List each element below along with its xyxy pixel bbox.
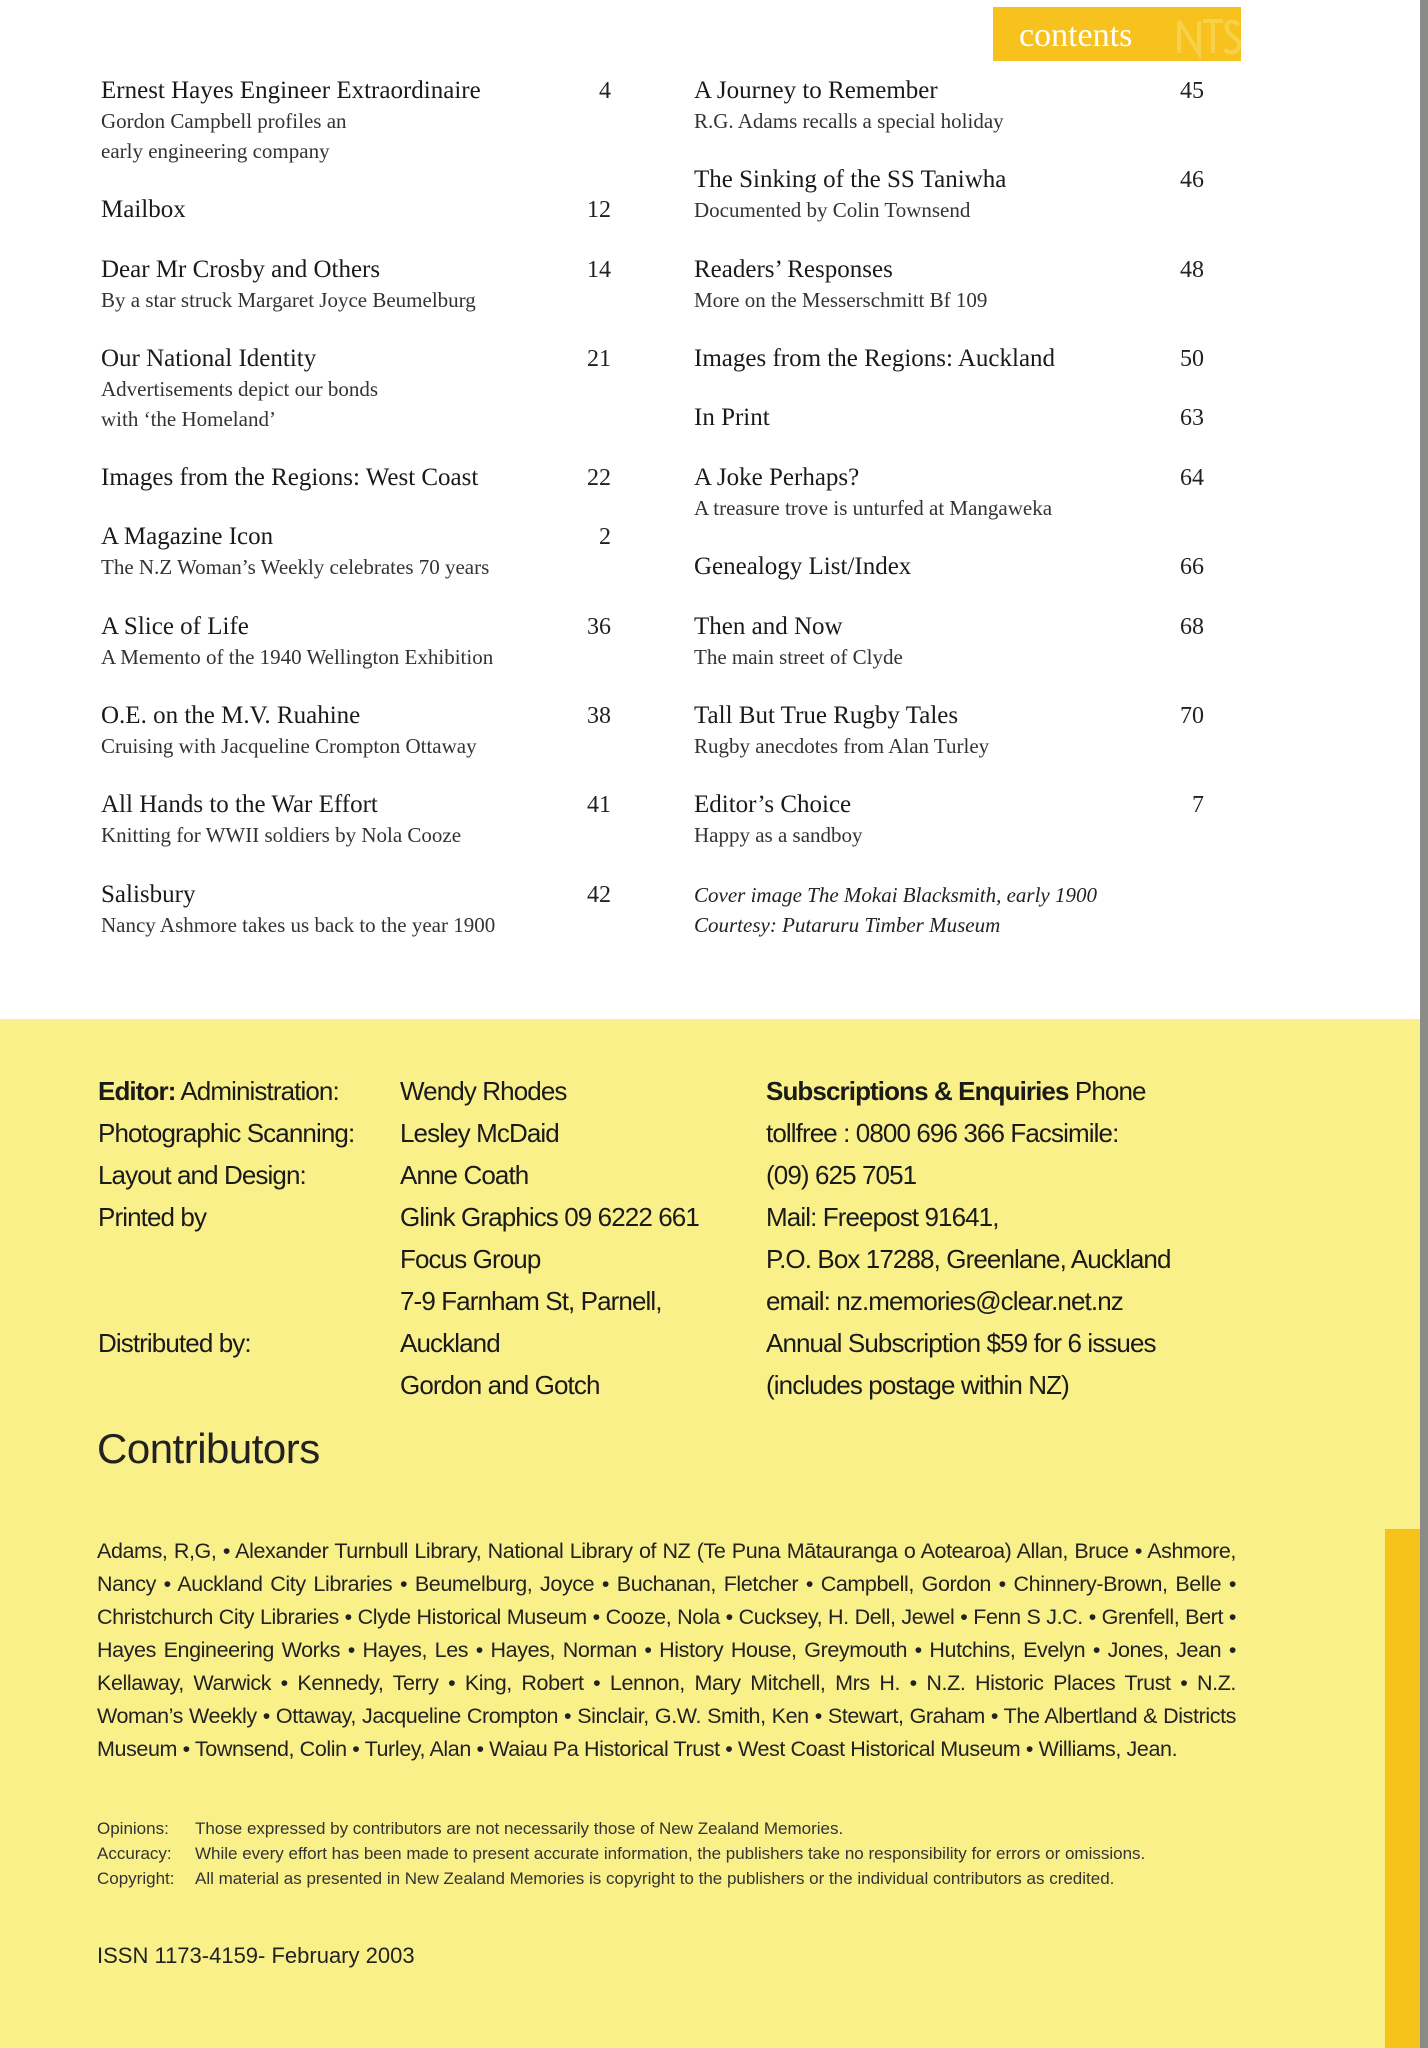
- credit-value: Wendy Rhodes: [400, 1076, 567, 1106]
- subscription-text: (09) 625 7051: [766, 1160, 917, 1190]
- entry-title: All Hands to the War Effort: [101, 791, 378, 818]
- credit-value: 7-9 Farnham St, Parnell,: [400, 1286, 662, 1316]
- note-label: Accuracy:: [97, 1844, 172, 1863]
- entry-page-number: 21: [587, 346, 611, 372]
- entry-page-number: 4: [599, 78, 611, 104]
- entry-title: Salisbury: [101, 881, 196, 908]
- note-copyright: [97, 1866, 1145, 1891]
- credit-label-text: Distributed by:: [98, 1328, 251, 1358]
- contents-title: contents: [1019, 17, 1133, 54]
- toc-entry: [101, 255, 611, 315]
- entry-subtitle: Cruising with Jacqueline Crompton Ottaway: [101, 734, 477, 758]
- note-opinions: [97, 1816, 1145, 1841]
- entry-title: O.E. on the M.V. Ruahine: [101, 702, 361, 729]
- entry-page-number: 36: [587, 614, 611, 640]
- subscription-text: (includes postage within NZ): [766, 1370, 1069, 1400]
- entry-title: Editor’s Choice: [694, 791, 852, 818]
- entry-title: Our National Identity: [101, 345, 317, 372]
- toc-entry: [694, 463, 1204, 523]
- entry-title: A Journey to Remember: [694, 77, 938, 104]
- entry-subtitle: Rugby anecdotes from Alan Turley: [694, 734, 990, 758]
- entry-title: A Slice of Life: [101, 613, 249, 640]
- entry-subtitle: Knitting for WWII soldiers by Nola Cooze: [101, 823, 462, 847]
- entry-page-number: 50: [1180, 346, 1204, 372]
- toc-entry: [694, 552, 1204, 582]
- note-text: While every effort has been made to present accurate information, the publishers take no responsibility for errors or omissions.: [195, 1844, 1146, 1863]
- entry-title: Dear Mr Crosby and Others: [101, 256, 381, 283]
- entry-page-number: 12: [587, 197, 611, 223]
- entry-subtitle: Nancy Ashmore takes us back to the year 1900: [101, 913, 496, 937]
- subscription-text: Phone: [1068, 1076, 1146, 1106]
- entry-page-number: 66: [1180, 554, 1204, 580]
- entry-title: Ernest Hayes Engineer Extraordinaire: [101, 77, 481, 104]
- toc-entry: [694, 403, 1204, 433]
- entry-page-number: 45: [1180, 78, 1204, 104]
- subscription-line: [766, 1154, 916, 1196]
- issn: ISSN 1173-4159- February 2003: [97, 1943, 415, 1968]
- note-text: Those expressed by contributors are not necessarily those of New Zealand Memories.: [195, 1819, 844, 1838]
- entry-page-number: 14: [587, 257, 611, 283]
- entry-page-number: 42: [587, 882, 611, 908]
- toc-entry: [694, 612, 1204, 672]
- toc-entry: [694, 165, 1204, 225]
- note-text: All material as presented in New Zealand Memories is copyright to the publishers or the individual contributors as credited.: [195, 1869, 1115, 1888]
- entry-subtitle: Happy as a sandboy: [694, 823, 863, 847]
- entry-subtitle: Documented by Colin Townsend: [694, 198, 971, 222]
- toc-entry: [101, 195, 611, 225]
- credit-value: Focus Group: [400, 1244, 541, 1274]
- toc-entry: [101, 790, 611, 850]
- entry-title: A Magazine Icon: [101, 523, 274, 550]
- credit-value: Lesley McDaid: [400, 1118, 559, 1148]
- toc-entry: [101, 76, 611, 166]
- cover-caption: [694, 880, 1097, 940]
- credit-value: Glink Graphics 09 6222 661: [400, 1202, 699, 1232]
- entry-subtitle: Advertisements depict our bonds: [101, 377, 379, 401]
- orange-strip: [1385, 1529, 1422, 2048]
- entry-title: Genealogy List/Index: [694, 553, 912, 580]
- entry-title: Readers’ Responses: [694, 256, 893, 283]
- entry-title: Mailbox: [101, 196, 186, 223]
- subscription-line: [766, 1070, 1146, 1112]
- toc-entry: [694, 344, 1204, 374]
- cover-image-line: Cover image The Mokai Blacksmith, early 1900: [694, 883, 1097, 907]
- contributors-list: Adams, R,G, • Alexander Turnbull Library, National Library of NZ (Te Puna Mātauranga o Aotearoa) Allan, Bruce • Ashmore, Nancy • Auckland City Libraries • Beumelburg, Joyce • Buchanan, Fletcher • Campbell, Gordon • Chinnery-Brown, Belle • Christchurch City Libraries • Clyde Historical Museum • Cooze, Nola • Cucksey, H. Dell, Jewel • Fenn S J.C. • Grenfell, Bert • Hayes Engineering Works • Hayes, Les • Hayes, Norman • History House, Greymouth • Hutchins, Evelyn • Jones, Jean • Kellaway, Warwick • Kennedy, Terry • King, Robert • Lennon, Mary Mitchell, Mrs H. • N.Z. Historic Places Trust • N.Z. Woman’s Weekly • Ottaway, Jacqueline Crompton • Sinclair, G.W. Smith, Ken • Stewart, Graham • The Albertland & Districts Museum • Townsend, Colin • Turley, Alan • Waiau Pa Historical Trust • West Coast Historical Museum • Williams, Jean.: [97, 1539, 1236, 1761]
- entry-subtitle: By a star struck Margaret Joyce Beumelburg: [101, 288, 476, 312]
- entry-subtitle: early engineering company: [101, 139, 330, 163]
- entry-title: The Sinking of the SS Taniwha: [694, 166, 1007, 193]
- subscription-line: [766, 1196, 999, 1238]
- entry-page-number: 22: [587, 465, 611, 491]
- credit-label: [98, 1154, 306, 1196]
- entry-title: In Print: [694, 404, 770, 431]
- contributors-heading: Contributors: [97, 1425, 320, 1472]
- entry-page-number: 41: [587, 792, 611, 818]
- toc-entry: [101, 344, 611, 434]
- note-label: Copyright:: [97, 1869, 175, 1888]
- credit-label-bold: Editor:: [98, 1076, 176, 1106]
- credit-label: [98, 1070, 339, 1112]
- toc-entry: [694, 76, 1204, 136]
- toc-entry: [694, 790, 1204, 850]
- entry-subtitle: More on the Messerschmitt Bf 109: [694, 288, 988, 312]
- toc-entry: [101, 612, 611, 672]
- entry-page-number: 46: [1180, 167, 1204, 193]
- toc-entry: [694, 701, 1204, 761]
- cover-courtesy-line: Courtesy: Putaruru Timber Museum: [694, 913, 1001, 937]
- entry-subtitle: Gordon Campbell profiles an: [101, 109, 347, 133]
- entry-subtitle: A Memento of the 1940 Wellington Exhibition: [101, 645, 494, 669]
- subscription-line: [766, 1322, 1156, 1364]
- entry-page-number: 63: [1180, 405, 1204, 431]
- toc-entry: [101, 880, 611, 940]
- entry-title: Images from the Regions: Auckland: [694, 345, 1056, 372]
- subscription-text: P.O. Box 17288, Greenlane, Auckland: [766, 1244, 1171, 1274]
- toc-entry: [101, 463, 611, 493]
- entry-page-number: 48: [1180, 257, 1204, 283]
- entry-title: Then and Now: [694, 613, 843, 640]
- note-label: Opinions:: [97, 1819, 169, 1838]
- credit-label-text: Photographic Scanning:: [98, 1118, 355, 1148]
- subscription-text: tollfree : 0800 696 366 Facsimile:: [766, 1118, 1119, 1148]
- credit-value: Auckland: [400, 1328, 500, 1358]
- entry-page-number: 38: [587, 703, 611, 729]
- disclaimer-notes: [97, 1816, 1145, 1891]
- entry-subtitle: with ‘the Homeland’: [101, 407, 276, 431]
- entry-title: Images from the Regions: West Coast: [101, 464, 479, 491]
- note-accuracy: [97, 1841, 1145, 1866]
- credit-label-text: Printed by: [98, 1202, 207, 1232]
- entry-title: A Joke Perhaps?: [694, 464, 860, 491]
- credit-label: [98, 1322, 251, 1364]
- subscription-line: [766, 1112, 1118, 1154]
- entry-subtitle: A treasure trove is unturfed at Mangaweka: [694, 496, 1053, 520]
- subscription-line: [766, 1280, 1123, 1322]
- credit-label-text: Layout and Design:: [98, 1160, 306, 1190]
- entry-page-number: 2: [599, 524, 611, 550]
- subscription-line: [766, 1238, 1171, 1280]
- page-edge: [1420, 0, 1428, 2048]
- toc-entry: [694, 255, 1204, 315]
- entry-page-number: 68: [1180, 614, 1204, 640]
- credit-label-text: Administration:: [175, 1076, 339, 1106]
- entry-page-number: 7: [1192, 792, 1204, 818]
- subscription-text: Mail: Freepost 91641,: [766, 1202, 999, 1232]
- subscriptions-heading: Subscriptions & Enquiries: [766, 1076, 1069, 1106]
- credit-value: Gordon and Gotch: [400, 1370, 600, 1400]
- subscription-line: [766, 1364, 1069, 1406]
- subscription-text: Annual Subscription $59 for 6 issues: [766, 1328, 1156, 1358]
- credit-label: [98, 1112, 354, 1154]
- credit-label: [98, 1196, 206, 1238]
- entry-subtitle: R.G. Adams recalls a special holiday: [694, 109, 1004, 133]
- entry-subtitle: The main street of Clyde: [694, 645, 903, 669]
- entry-page-number: 64: [1180, 465, 1204, 491]
- entry-subtitle: The N.Z Woman’s Weekly celebrates 70 years: [101, 555, 490, 579]
- entry-title: Tall But True Rugby Tales: [694, 702, 959, 729]
- entry-page-number: 70: [1180, 703, 1204, 729]
- toc-entry: [101, 701, 611, 761]
- subscription-text: email: nz.memories@clear.net.nz: [766, 1286, 1123, 1316]
- credit-value: Anne Coath: [400, 1160, 529, 1190]
- toc-entry: [101, 522, 611, 582]
- contents-header: [993, 7, 1241, 61]
